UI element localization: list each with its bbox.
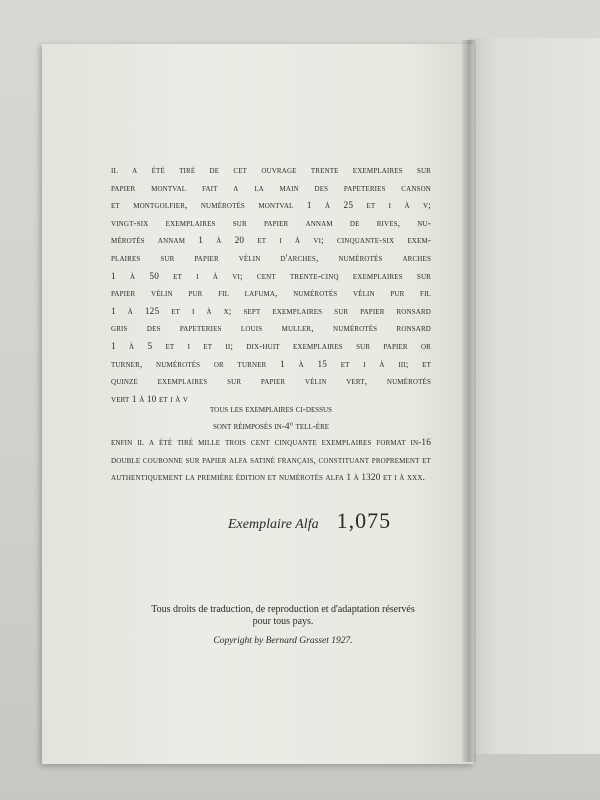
alfa-edition-paragraph: enfin il a été tiré mille trois cent cinquante exemplaires format in-16 double couronne sur papier alfa satiné français, constituant proprement et authentiquement la première édition et numérotés alfa 1 à 1320 et i à xxx. bbox=[111, 438, 431, 484]
justification-line: mérotés annam 1 à 20 et i à vi; cinquante-six exem- bbox=[111, 236, 431, 247]
justification-line: 1 à 50 et i à vi; cent trente-cinq exemplaires sur bbox=[111, 271, 431, 282]
justification-paragraph bbox=[111, 163, 431, 409]
right-page bbox=[468, 38, 600, 754]
justification-line: 1 à 5 et i et ii; dix-huit exemplaires sur papier or bbox=[111, 341, 431, 352]
justification-line: vingt-six exemplaires sur papier annam de rives, nu- bbox=[111, 218, 431, 229]
justification-line: papier vélin pur fil lafuma, numérotés vélin pur fil bbox=[111, 289, 431, 300]
reimposition-note bbox=[111, 402, 431, 436]
exemplaire-label: Exemplaire Alfa bbox=[228, 517, 319, 532]
reimposition-line-2: sont réimposés in-4° tell-ère bbox=[212, 422, 330, 432]
justification-line: gris des papeteries louis muller, numérotés ronsard bbox=[111, 324, 431, 335]
rights-notice bbox=[110, 604, 456, 628]
justification-line-last: vert 1 à 10 et i à v bbox=[111, 394, 189, 405]
rights-line-2: pour tous pays. bbox=[252, 616, 314, 627]
rights-line-1: Tous droits de traduction, de reproduction et d'adaptation réservés bbox=[151, 604, 415, 615]
reimposition-line-1: tous les exemplaires ci-dessus bbox=[210, 405, 332, 415]
justification-line: papier montval fait a la main des papeteries canson bbox=[111, 183, 431, 194]
justification-line: 1 à 125 et i à x; sept exemplaires sur papier ronsard bbox=[111, 306, 431, 317]
justification-line: plaires sur papier vélin d'arches, numérotés arches bbox=[111, 253, 431, 264]
justification-line: quinze exemplaires sur papier vélin vert, numérotés bbox=[111, 377, 431, 388]
justification-line: et montgolfier, numérotés montval 1 à 25 et i à v; bbox=[111, 201, 431, 212]
copyright-line: Copyright by Bernard Grasset 1927. bbox=[213, 636, 353, 646]
exemplaire-number: 1,075 bbox=[336, 508, 392, 533]
justification-line: turner, numérotés or turner 1 à 15 et i à iii; et bbox=[111, 359, 431, 370]
justification-line: il a été tiré de cet ouvrage trente exemplaires sur bbox=[111, 166, 431, 176]
book-gutter bbox=[462, 40, 476, 762]
exemplaire-number-line bbox=[228, 508, 448, 534]
